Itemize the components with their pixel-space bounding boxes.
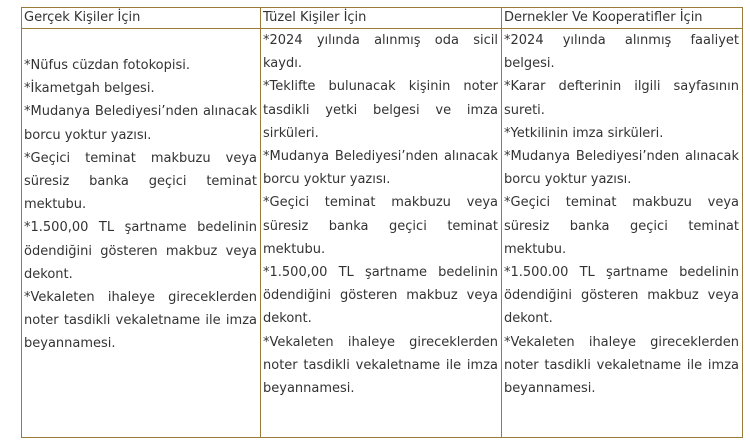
list-item: *2024 yılında alınmış oda sicil kaydı. (263, 33, 498, 72)
list-item: *Mudanya Belediyesi’nden alınacak borcu yoktur yazısı. (263, 149, 498, 188)
list-item: *İkametgah belgesi. (24, 81, 155, 97)
header-legal-entities: Tüzel Kişiler İçin (261, 8, 502, 29)
list-item: *1.500,00 TL şartname bedelinin ödendiğini gösteren makbuz veya dekont. (263, 265, 498, 327)
list-item: *Nüfus cüzdan fotokopisi. (24, 58, 190, 73)
list-item: *Mudanya Belediyesi’nden alınacak borcu yoktur yazısı. (504, 149, 739, 188)
cell-top-spacing (24, 29, 257, 54)
list-item: *Mudanya Belediyesi’nden alınacak borcu yoktur yazısı. (24, 104, 257, 143)
header-associations-cooperatives: Dernekler Ve Kooperatifler İçin (502, 8, 743, 29)
associations-cooperatives-cell (502, 29, 743, 438)
list-item: *Geçici teminat makbuzu veya süresiz banka geçici teminat mektubu. (24, 150, 257, 213)
requirements-table (21, 7, 743, 438)
list-item: *Vekaleten ihaleye gireceklerden noter tasdikli vekaletname ile imza beyannamesi. (263, 334, 498, 397)
list-item: *Geçici teminat makbuzu veya süresiz banka geçici teminat mektubu. (504, 195, 739, 257)
legal-entities-cell (261, 29, 502, 438)
table-row (22, 29, 743, 438)
real-persons-cell (22, 29, 261, 438)
list-item: *Geçici teminat makbuzu veya süresiz banka geçici teminat mektubu. (263, 195, 498, 257)
header-real-persons: Gerçek Kişiler İçin (22, 8, 261, 29)
list-item: *Yetkilinin imza sirküleri. (504, 125, 664, 141)
table-header-row (22, 8, 743, 29)
list-item: *Teklifte bulunacak kişinin noter tasdikli yetki belgesi ve imza sirküleri. (263, 79, 498, 141)
list-item: *Karar defterinin ilgili sayfasının sureti. (504, 79, 739, 118)
list-item: *1.500.00 TL şartname bedelinin ödendiğini gösteren makbuz veya dekont. (504, 265, 739, 327)
list-item: *Vekaleten ihaleye gireceklerden noter tasdikli vekaletname ile imza beyannamesi. (504, 334, 739, 397)
list-item: *1.500,00 TL şartname bedelinin ödendiğini gösteren makbuz veya dekont. (24, 220, 257, 282)
list-item: *2024 yılında alınmış faaliyet belgesi. (504, 33, 739, 72)
list-item: *Vekaleten ihaleye gireceklerden noter tasdikli vekaletname ile imza beyannamesi. (24, 290, 257, 352)
